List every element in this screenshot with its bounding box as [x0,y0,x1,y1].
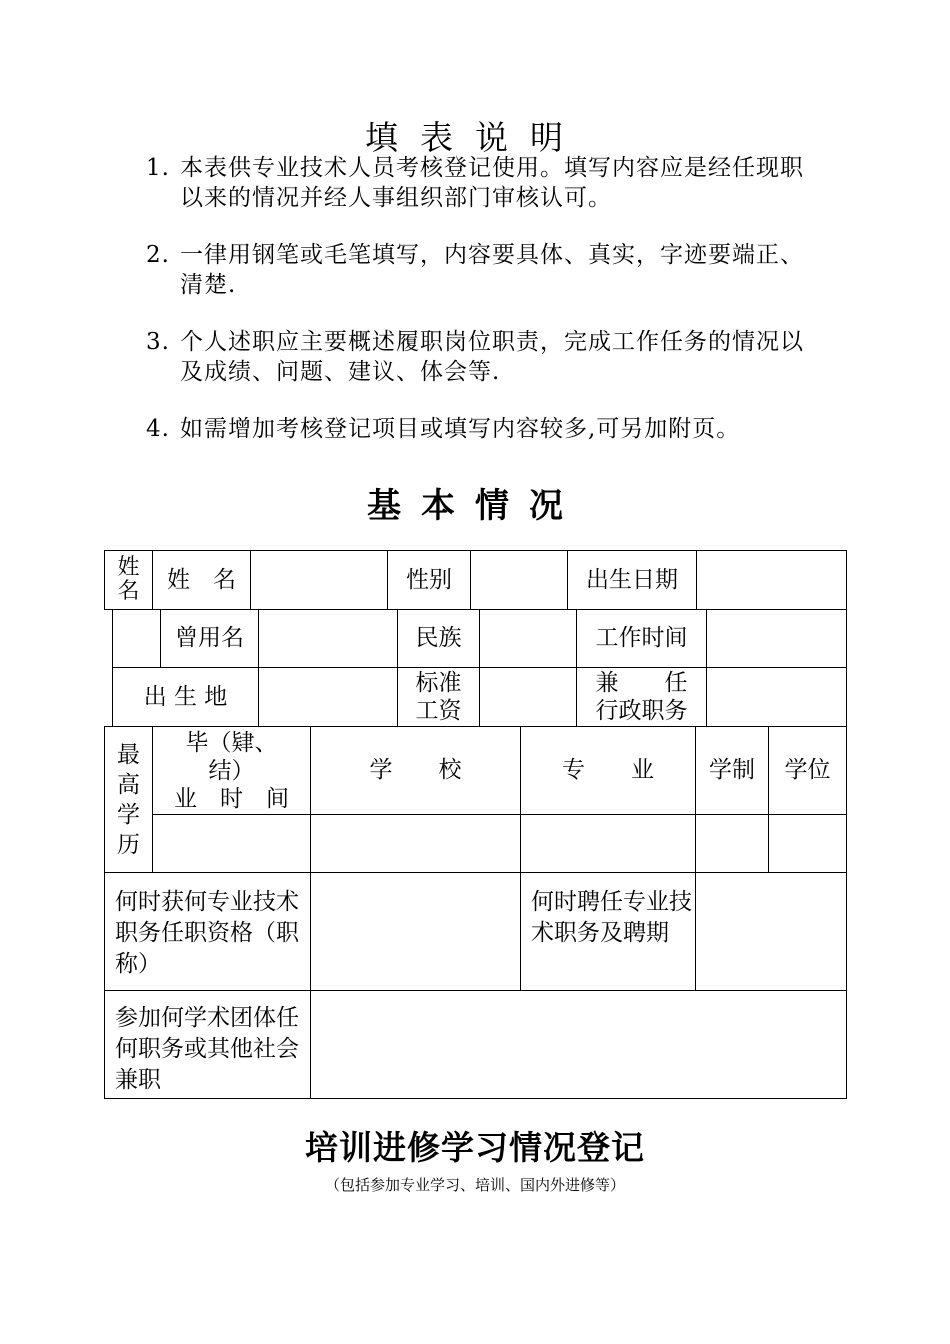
graduation-time-value[interactable] [153,815,310,872]
academic-group-label [105,991,310,1098]
standard-salary-text: 标准工资 [415,670,462,724]
standard-salary-value[interactable] [480,668,576,726]
graduation-time-header [153,727,310,814]
title-hired-value[interactable] [696,873,846,990]
degree-value[interactable] [769,815,846,872]
gender-label: 性别 [406,566,452,593]
ethnicity-value[interactable] [480,610,576,667]
graduation-time-line1: 毕（肄、 [185,729,278,756]
instruction-item [0,327,950,387]
birthplace-value[interactable] [259,668,397,726]
instruction-text: 个人述职应主要概述履职岗位职责，完成工作任务的情况以及成绩、问题、建议、体会等. [180,329,804,385]
standard-salary-label [398,668,479,726]
birth-date-value[interactable] [697,551,846,609]
birthplace-label: 出 生 地 [143,683,228,710]
training-title: 培训进修学习情况登记 [305,1128,645,1167]
instruction-item [0,414,950,444]
title-obtained-value[interactable] [311,873,520,990]
instruction-number: 4. [146,416,170,442]
major-value[interactable] [521,815,695,872]
graduation-time-line3: 业 时 间 [174,785,289,812]
former-name-value[interactable] [259,610,397,667]
birth-date-label: 出生日期 [586,566,678,593]
duration-value[interactable] [696,815,768,872]
duration-header: 学制 [709,757,755,783]
basic-info-title: 基本情况 [367,486,583,526]
former-name-label: 曾用名 [175,625,244,651]
instruction-number: 2. [146,242,170,268]
title-obtained-text: 何时获何专业技术职务任职资格（职称） [115,889,299,977]
name-side-label-text: 姓名 [117,555,140,604]
instruction-item [0,240,950,300]
work-time-value[interactable] [707,610,846,667]
name-label: 姓 名 [167,566,236,593]
instruction-item [0,153,950,213]
school-value[interactable] [311,815,520,872]
instructions-title: 填表说明 [365,118,585,157]
concurrent-post-value[interactable] [707,668,846,726]
instruction-text: 本表供专业技术人员考核登记使用。填写内容应是经任现职以来的情况并经人事组织部门审核认可。 [180,155,804,211]
education-side-text: 最高学历 [117,741,140,858]
blank-cell [113,610,160,667]
instruction-number: 1. [146,155,170,181]
title-hired-text: 何时聘任专业技术职务及聘期 [531,889,692,946]
concurrent-post-line2: 行政职务 [595,698,688,724]
instruction-number: 3. [146,329,170,355]
instruction-text: 如需增加考核登记项目或填写内容较多,可另加附页。 [180,416,741,442]
work-time-label: 工作时间 [595,625,688,651]
academic-group-value[interactable] [311,991,846,1098]
name-value[interactable] [251,551,387,609]
concurrent-post-line1: 兼 任 [595,670,688,696]
gender-value[interactable] [471,551,567,609]
ethnicity-label: 民族 [415,625,462,651]
school-header: 学 校 [369,757,462,783]
name-side-label [105,551,152,609]
title-hired-label [521,873,695,990]
title-obtained-label [105,873,310,990]
education-side-label [105,727,152,872]
concurrent-post-label [577,668,706,726]
degree-header: 学位 [784,757,831,783]
academic-group-text: 参加何学术团体任何职务或其他社会兼职 [115,1005,299,1093]
instruction-text: 一律用钢笔或毛笔填写，内容要具体、真实，字迹要端正、清楚. [180,242,804,298]
major-header: 专 业 [562,757,654,783]
graduation-time-line2: 结） [208,757,255,784]
training-note: （包括参加专业学习、培训、国内外进修等） [324,1176,625,1194]
